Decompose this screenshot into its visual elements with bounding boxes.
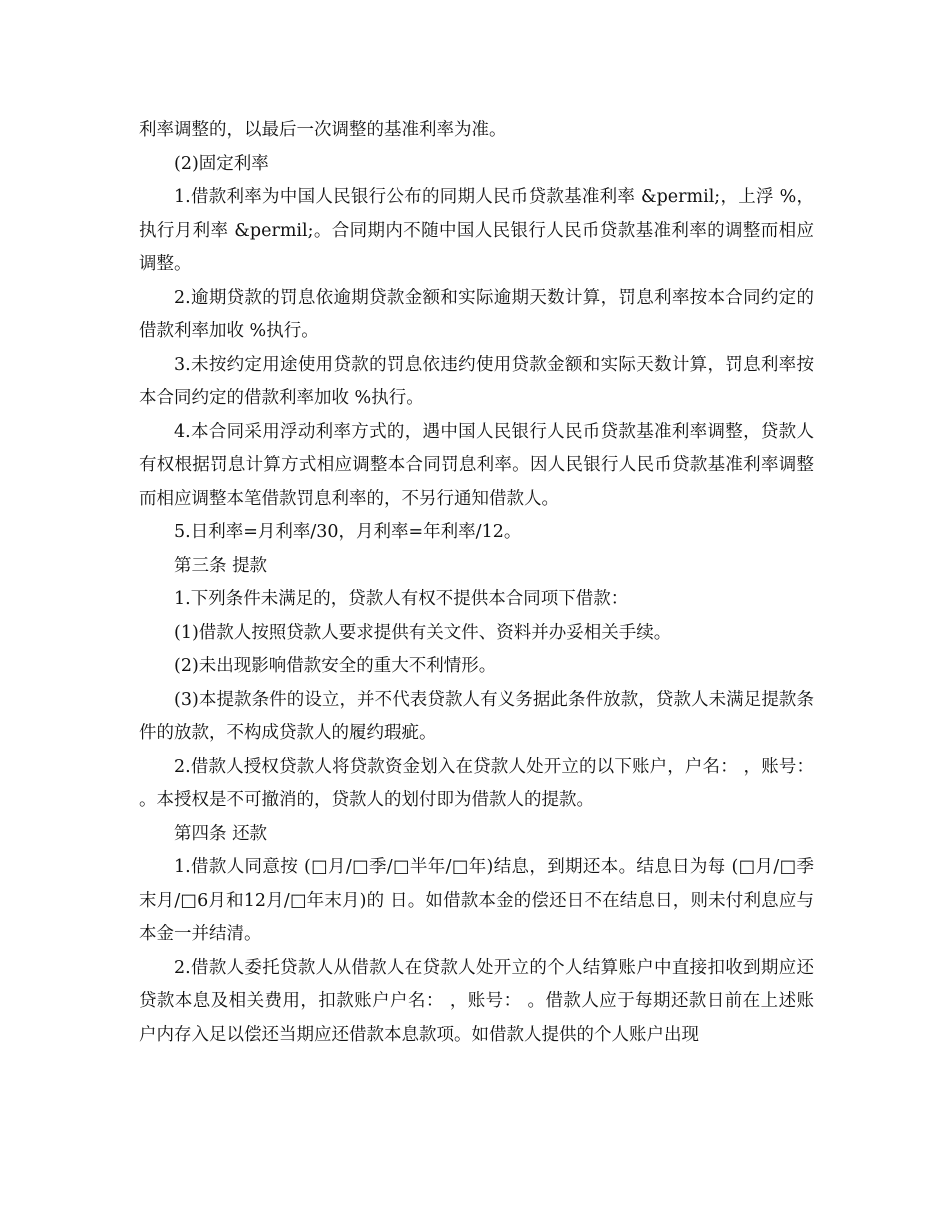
paragraph: 利率调整的，以最后一次调整的基准利率为准。 bbox=[139, 120, 507, 140]
section-heading: (2)固定利率 bbox=[174, 153, 269, 174]
paragraph: 1.借款利率为中国人民银行公布的同期人民币贷款基准利率 &permil;，上浮 %，执行月利率 &permil;。合同期内不随中国人民银行人民币贷款基准利率的调整而相应调整。 bbox=[139, 187, 814, 274]
paragraph: 2.逾期贷款的罚息依逾期贷款金额和实际逾期天数计算，罚息利率按本合同约定的借款利率加收 %执行。 bbox=[139, 287, 814, 341]
paragraph: 1.借款人同意按 (□月/□季/□半年/□年)结息，到期还本。结息日为每 (□月/□季末月/□6月和12月/□年末月)的 日。如借款本金的偿还日不在结息日，则未付利息应与本金一并结清。 bbox=[139, 857, 814, 944]
paragraph: (3)本提款条件的设立，并不代表贷款人有义务据此条件放款，贷款人未满足提款条件的放款，不构成贷款人的履约瑕疵。 bbox=[139, 689, 814, 743]
paragraph: 2.借款人授权贷款人将贷款资金划入在贷款人处开立的以下账户，户名： ，账号： 。本授权是不可撤消的，贷款人的划付即为借款人的提款。 bbox=[139, 756, 814, 810]
article-heading: 第四条 还款 bbox=[174, 823, 268, 844]
article-heading: 第三条 提款 bbox=[174, 555, 268, 576]
paragraph: (1)借款人按照贷款人要求提供有关文件、资料并办妥相关手续。 bbox=[174, 622, 672, 643]
paragraph: 1.下列条件未满足的，贷款人有权不提供本合同项下借款： bbox=[174, 589, 629, 609]
paragraph: 4.本合同采用浮动利率方式的，遇中国人民银行人民币贷款基准利率调整，贷款人有权根据罚息计算方式相应调整本合同罚息利率。因人民银行人民币贷款基准利率调整而相应调整本笔借款罚息利率的，不另行通知借款人。 bbox=[139, 421, 814, 509]
paragraph: 2.借款人委托贷款人从借款人在贷款人处开立的个人结算账户中直接扣收到期应还贷款本息及相关费用，扣款账户户名： ，账号： 。借款人应于每期还款日前在上述账户内存入足以偿还当期应还借款本息款项。如借款人提供的个人账户出现 bbox=[139, 957, 814, 1045]
paragraph: 3.未按约定用途使用贷款的罚息依违约使用贷款金额和实际天数计算，罚息利率按本合同约定的借款利率加收 %执行。 bbox=[139, 354, 814, 408]
paragraph: (2)未出现影响借款安全的重大不利情形。 bbox=[174, 656, 497, 676]
document-body bbox=[139, 114, 814, 1052]
paragraph: 5.日利率=月利率/30，月利率=年利率/12。 bbox=[174, 522, 522, 542]
